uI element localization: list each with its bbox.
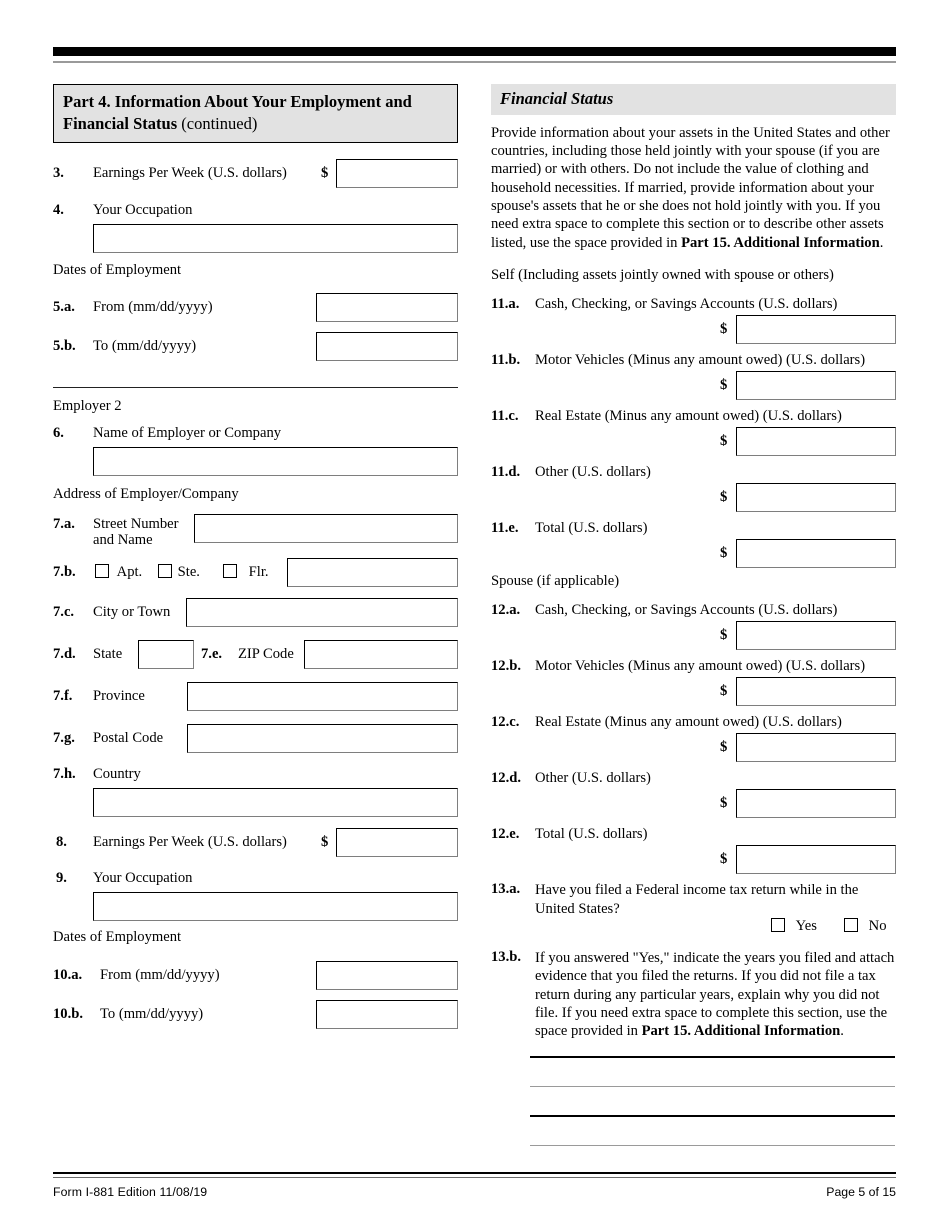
tax-explanation-text: If you answered "Yes," indicate the years you filed and attach evidence that you filed the returns. If you did not file a tax return during any particular years, explain why you did not file. If you need extra space to complete this section, use the space provided in [535, 949, 895, 1040]
dollar-sign-11d: $ [720, 489, 728, 506]
item-number-10a: 10.a. [53, 966, 83, 983]
input-earnings-per-week-2[interactable] [336, 828, 458, 857]
item-number-13a: 13.a. [491, 880, 521, 897]
label-from-1: From (mm/dd/yyyy) [93, 299, 213, 316]
page-footer [53, 1185, 896, 1199]
input-employment-to-2[interactable] [316, 1000, 458, 1029]
field-row-earnings-2 [53, 828, 458, 866]
financial-status-intro [491, 124, 896, 252]
label-tax-yes: Yes [795, 917, 817, 934]
dates-of-employment-heading-1: Dates of Employment [53, 261, 182, 278]
financial-status-title: Financial Status [500, 89, 614, 108]
spouse-assets-heading: Spouse (if applicable) [491, 573, 620, 590]
label-spouse-motor-vehicles: Motor Vehicles (Minus any amount owed) (U.S. dollars) [535, 657, 866, 674]
input-employment-from-2[interactable] [316, 961, 458, 990]
item-number-4: 4. [53, 201, 64, 218]
field-row-self-other [491, 464, 896, 520]
item-number-12c: 12.c. [491, 713, 520, 730]
field-row-employer-name [53, 425, 458, 482]
item-number-3: 3. [53, 164, 64, 181]
item-number-7h: 7.h. [53, 766, 76, 783]
item-number-5a: 5.a. [53, 299, 75, 316]
footer-page-number: Page 5 of 15 [826, 1185, 896, 1199]
part-4-title: Part 4. Information About Your Employment and Financial Status [63, 92, 412, 133]
field-row-street [53, 514, 458, 556]
field-row-province [53, 682, 458, 720]
checkbox-tax-yes[interactable] [771, 918, 785, 932]
input-occupation-2[interactable] [93, 892, 458, 921]
input-employer-name[interactable] [93, 447, 458, 476]
footer-rule-gray [53, 1177, 896, 1178]
checkbox-flr-group[interactable] [223, 564, 269, 581]
dollar-sign-11a: $ [720, 321, 728, 338]
part-4-header [53, 84, 458, 143]
field-row-self-real-estate [491, 408, 896, 464]
field-row-to-1 [53, 332, 458, 371]
input-spouse-other[interactable] [736, 789, 896, 818]
input-self-other[interactable] [736, 483, 896, 512]
tax-explanation-part-15-reference: Part 15. Additional Information [641, 1023, 841, 1040]
checkbox-tax-yes-group[interactable] [771, 918, 817, 935]
checkbox-ste[interactable] [158, 564, 172, 578]
label-ste: Ste. [177, 564, 200, 581]
input-spouse-cash[interactable] [736, 621, 896, 650]
label-self-real-estate: Real Estate (Minus any amount owed) (U.S. dollars) [535, 408, 842, 425]
address-of-employer-heading: Address of Employer/Company [53, 485, 239, 502]
input-employment-from-1[interactable] [316, 293, 458, 322]
label-spouse-total: Total (U.S. dollars) [535, 825, 648, 842]
label-street-line2: and Name [93, 532, 153, 549]
item-number-7g: 7.g. [53, 730, 75, 747]
item-number-7e: 7.e. [201, 646, 223, 663]
item-number-11a: 11.a. [491, 296, 520, 313]
dollar-sign-3: $ [321, 164, 329, 181]
label-tax-no: No [868, 917, 887, 934]
dollar-sign-11e: $ [720, 545, 728, 562]
input-spouse-real-estate[interactable] [736, 733, 896, 762]
input-country[interactable] [93, 788, 458, 817]
dollar-sign-8: $ [321, 834, 329, 851]
item-number-12b: 12.b. [491, 657, 522, 674]
employer-divider [53, 387, 458, 388]
answer-line-1[interactable] [530, 1056, 895, 1058]
input-street-number-and-name[interactable] [194, 514, 458, 543]
item-number-5b: 5.b. [53, 338, 76, 355]
field-row-postal-code [53, 724, 458, 762]
footer-form-info: Form I-881 Edition 11/08/19 [53, 1185, 208, 1199]
item-number-7c: 7.c. [53, 604, 75, 621]
field-row-state-zip [53, 640, 458, 678]
label-from-2: From (mm/dd/yyyy) [100, 966, 220, 983]
input-self-real-estate[interactable] [736, 427, 896, 456]
tax-explanation-text-end: . [840, 1023, 844, 1040]
part-4-continued: (continued) [181, 113, 258, 133]
intro-text: Provide information about your assets in the United States and other countries, including those held jointly with your spouse (if you are married) or with others. Do not include the value of clothing and household necessities. If married, provide information about your spouse's assets that he or she does not hold jointly with you. If you need extra space to complete this section or to describe other assets listed, use the space provided in [491, 124, 890, 251]
item-number-7d: 7.d. [53, 646, 76, 663]
dollar-sign-12d: $ [720, 794, 728, 811]
label-occupation-2: Your Occupation [93, 870, 193, 887]
item-number-11b: 11.b. [491, 352, 521, 369]
field-row-self-total [491, 520, 896, 576]
label-self-total: Total (U.S. dollars) [535, 520, 648, 537]
field-row-spouse-total [491, 826, 896, 882]
item-number-9: 9. [56, 870, 67, 887]
field-row-occupation-2 [53, 870, 458, 929]
item-number-7b: 7.b. [53, 564, 76, 581]
tax-answer-lines [491, 1056, 896, 1166]
label-postal-code: Postal Code [93, 730, 164, 747]
item-number-7a: 7.a. [53, 516, 75, 533]
field-row-from-1 [53, 293, 458, 332]
label-to-2: To (mm/dd/yyyy) [100, 1005, 204, 1022]
label-earnings-1: Earnings Per Week (U.S. dollars) [93, 164, 287, 181]
input-postal-code[interactable] [187, 724, 458, 753]
input-unit-number[interactable] [287, 558, 458, 587]
employer-2-heading: Employer 2 [53, 398, 122, 415]
top-black-rule [53, 47, 896, 56]
field-row-city [53, 598, 458, 636]
dollar-sign-12c: $ [720, 738, 728, 755]
intro-text-end: . [879, 234, 884, 251]
item-number-12a: 12.a. [491, 601, 521, 618]
input-state[interactable] [138, 640, 194, 669]
label-spouse-cash: Cash, Checking, or Savings Accounts (U.S. dollars) [535, 601, 838, 618]
item-number-11c: 11.c. [491, 408, 519, 425]
answer-line-2[interactable] [530, 1086, 895, 1087]
item-number-11e: 11.e. [491, 520, 519, 537]
label-self-motor-vehicles: Motor Vehicles (Minus any amount owed) (U.S. dollars) [535, 352, 866, 369]
field-row-unit [53, 558, 458, 594]
item-number-7f: 7.f. [53, 688, 73, 705]
checkbox-flr[interactable] [223, 564, 237, 578]
field-row-country [53, 766, 458, 822]
dollar-sign-11c: $ [720, 433, 728, 450]
answer-line-3[interactable] [530, 1115, 895, 1117]
label-self-other: Other (U.S. dollars) [535, 464, 651, 481]
field-row-spouse-real-estate [491, 714, 896, 770]
checkbox-apt-group[interactable] [95, 564, 142, 581]
dollar-sign-12b: $ [720, 682, 728, 699]
self-assets-heading: Self (Including assets jointly owned with spouse or others) [491, 266, 834, 283]
field-row-spouse-cash [491, 602, 896, 658]
item-number-11d: 11.d. [491, 464, 521, 481]
label-self-cash: Cash, Checking, or Savings Accounts (U.S. dollars) [535, 296, 838, 313]
field-row-tax-return-question [491, 881, 896, 943]
label-occupation-1: Your Occupation [93, 201, 193, 218]
input-spouse-total[interactable] [736, 845, 896, 874]
label-zip-code: ZIP Code [238, 646, 294, 663]
checkbox-apt[interactable] [95, 564, 109, 578]
field-row-from-2 [53, 961, 458, 1000]
right-column [491, 84, 896, 1166]
answer-line-4[interactable] [530, 1145, 895, 1146]
label-city: City or Town [93, 604, 171, 621]
input-city-or-town[interactable] [186, 598, 458, 627]
field-row-self-motor-vehicles [491, 352, 896, 408]
label-earnings-2: Earnings Per Week (U.S. dollars) [93, 834, 287, 851]
input-employment-to-1[interactable] [316, 332, 458, 361]
field-row-spouse-other [491, 770, 896, 826]
item-number-8: 8. [56, 834, 67, 851]
checkbox-tax-no-group[interactable] [844, 918, 887, 935]
label-to-1: To (mm/dd/yyyy) [93, 338, 197, 355]
label-province: Province [93, 688, 145, 705]
input-self-cash[interactable] [736, 315, 896, 344]
field-row-spouse-motor-vehicles [491, 658, 896, 714]
field-row-tax-explanation [491, 949, 896, 1059]
item-number-12e: 12.e. [491, 825, 520, 842]
intro-part-15-reference: Part 15. Additional Information [681, 234, 880, 251]
input-occupation-1[interactable] [93, 224, 458, 253]
field-row-occupation-1 [53, 202, 458, 262]
label-street-line1: Street Number [93, 516, 179, 533]
checkbox-tax-no[interactable] [844, 918, 858, 932]
input-zip-code[interactable] [304, 640, 458, 669]
label-apt: Apt. [116, 564, 143, 581]
input-self-total[interactable] [736, 539, 896, 568]
label-flr: Flr. [248, 564, 269, 581]
field-row-self-cash [491, 296, 896, 352]
item-number-6: 6. [53, 424, 64, 441]
financial-status-header [491, 84, 896, 115]
item-number-10b: 10.b. [53, 1005, 84, 1022]
dates-of-employment-heading-2: Dates of Employment [53, 929, 182, 946]
footer-rule-black [53, 1172, 896, 1174]
dollar-sign-11b: $ [720, 377, 728, 394]
input-spouse-motor-vehicles[interactable] [736, 677, 896, 706]
label-tax-explanation [535, 949, 896, 1041]
label-country: Country [93, 766, 141, 783]
dollar-sign-12a: $ [720, 626, 728, 643]
field-row-earnings-1 [53, 159, 458, 197]
input-earnings-per-week-1[interactable] [336, 159, 458, 188]
checkbox-ste-group[interactable] [158, 564, 200, 581]
input-province[interactable] [187, 682, 458, 711]
item-number-12d: 12.d. [491, 769, 522, 786]
label-tax-return-question: Have you filed a Federal income tax return while in the United States? [535, 881, 859, 917]
left-column [53, 84, 458, 1039]
dollar-sign-12e: $ [720, 850, 728, 867]
label-spouse-real-estate: Real Estate (Minus any amount owed) (U.S. dollars) [535, 713, 842, 730]
label-employer-name: Name of Employer or Company [93, 424, 282, 441]
label-state: State [93, 646, 123, 663]
item-number-13b: 13.b. [491, 948, 522, 965]
input-self-motor-vehicles[interactable] [736, 371, 896, 400]
top-gray-rule [53, 61, 896, 63]
field-row-to-2 [53, 1000, 458, 1039]
label-spouse-other: Other (U.S. dollars) [535, 769, 651, 786]
